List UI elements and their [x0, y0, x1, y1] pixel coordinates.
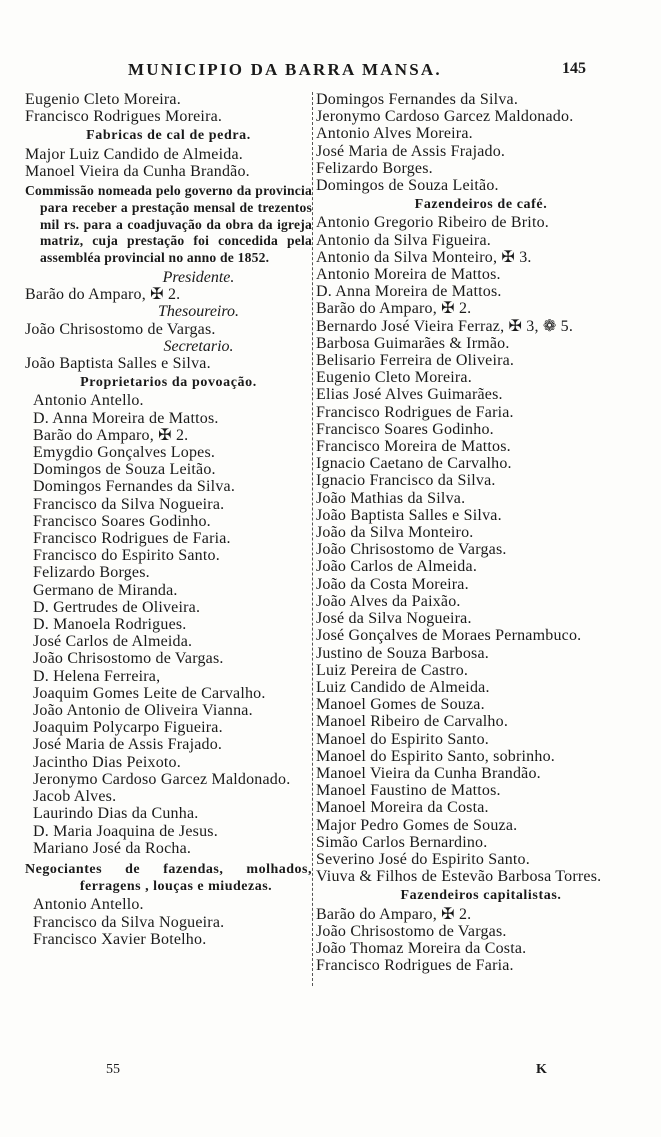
list-entry: Francisco Xavier Botelho.: [33, 930, 207, 948]
list-entry: Antonio Alves Moreira.: [316, 125, 473, 143]
list-entry: João Chrisostomo de Vargas.: [33, 650, 224, 668]
list-entry: Barão do Amparo, ✠ 2.: [25, 286, 181, 304]
list-entry: José Maria de Assis Frajado.: [316, 142, 506, 160]
list-entry: Antonio Antello.: [33, 392, 144, 410]
list-entry: Major Pedro Gomes de Souza.: [316, 816, 518, 834]
running-title: MUNICIPIO DA BARRA MANSA.: [128, 60, 442, 79]
list-entry: Luiz Candido de Almeida.: [316, 678, 490, 696]
list-entry: Major Luiz Candido de Almeida.: [25, 145, 243, 163]
list-entry: João Chrisostomo de Vargas.: [316, 922, 507, 940]
list-entry: Antonio Gregorio Ribeiro de Brito.: [316, 214, 549, 232]
list-entry: João da Costa Moreira.: [316, 575, 469, 593]
list-entry: Barbosa Guimarães & Irmão.: [316, 334, 510, 352]
list-entry: Emygdio Gonçalves Lopes.: [33, 444, 216, 462]
list-entry: Barão do Amparo, ✠ 2.: [316, 905, 472, 923]
list-entry: Jacintho Dias Peixoto.: [33, 753, 181, 771]
list-entry: João Antonio de Oliveira Vianna.: [33, 702, 253, 720]
list-entry: Antonio da Silva Figueira.: [316, 231, 491, 249]
list-entry: João Chrisostomo de Vargas.: [25, 320, 216, 338]
list-entry: Laurindo Dias da Cunha.: [33, 805, 199, 823]
list-entry: José da Silva Nogueira.: [316, 610, 472, 628]
office-title: Presidente.: [162, 269, 235, 286]
list-entry: Luiz Pereira de Castro.: [316, 661, 469, 679]
list-entry: José Carlos de Almeida.: [33, 633, 193, 651]
left-column: [25, 91, 312, 948]
list-entry: Francisco Soares Godinho.: [33, 512, 211, 530]
list-entry: D. Manoela Rodrigues.: [33, 616, 187, 634]
list-entry: João Thomaz Moreira da Costa.: [316, 939, 527, 957]
list-entry: José Gonçalves de Moraes Pernambuco.: [316, 627, 582, 645]
list-entry: Manoel Moreira da Costa.: [316, 799, 489, 817]
signature-letter: K: [536, 1062, 547, 1077]
list-entry: D. Gertrudes de Oliveira.: [33, 598, 201, 616]
list-entry: Manoel Ribeiro de Carvalho.: [316, 713, 509, 731]
list-entry: Mariano José da Rocha.: [33, 839, 192, 857]
page-number: 145: [562, 60, 586, 77]
list-entry: Severino José do Espirito Santo.: [316, 850, 530, 868]
list-entry: Justino de Souza Barbosa.: [316, 644, 489, 662]
list-entry: Domingos de Souza Leitão.: [316, 177, 499, 195]
list-entry: Francisco Rodrigues de Faria.: [316, 957, 514, 975]
list-entry: Eugenio Cleto Moreira.: [316, 369, 472, 387]
list-entry: Manoel do Espirito Santo, sobrinho.: [316, 747, 555, 765]
list-entry: João Carlos de Almeida.: [316, 558, 478, 576]
list-entry: Manoel do Espirito Santo.: [316, 730, 489, 748]
list-entry: Felizardo Borges.: [316, 159, 433, 177]
right-column: [316, 91, 646, 974]
list-entry: Manoel Faustino de Mattos.: [316, 782, 501, 800]
list-entry: Germano de Miranda.: [33, 581, 178, 599]
list-entry: Antonio Antello.: [33, 896, 144, 914]
list-entry: Manoel Gomes de Souza.: [316, 696, 485, 714]
list-entry: Francisco do Espirito Santo.: [33, 547, 220, 565]
list-entry: Barão do Amparo, ✠ 2.: [33, 426, 189, 444]
section-heading: Fazendeiros de café.: [414, 197, 548, 213]
list-entry: Ignacio Caetano de Carvalho.: [316, 455, 512, 473]
list-entry: João Alves da Paixão.: [316, 592, 461, 610]
list-entry: Felizardo Borges.: [33, 564, 150, 582]
section-heading: Proprietarios da povoação.: [80, 375, 257, 391]
list-entry: João Baptista Salles e Silva.: [25, 355, 211, 373]
list-entry: Francisco da Silva Nogueira.: [33, 495, 225, 513]
list-entry: Manoel Vieira da Cunha Brandão.: [316, 764, 541, 782]
list-entry: D. Anna Moreira de Mattos.: [316, 283, 502, 301]
list-entry: João da Silva Monteiro.: [316, 524, 474, 542]
list-entry: Francisco Soares Godinho.: [316, 420, 494, 438]
list-entry: D. Maria Joaquina de Jesus.: [33, 822, 218, 840]
list-entry: Joaquim Polycarpo Figueira.: [33, 719, 223, 737]
list-entry: Bernardo José Vieira Ferraz, ✠ 3, ❁ 5.: [316, 317, 574, 335]
section-heading: Fazendeiros capitalistas.: [400, 888, 562, 904]
list-entry: Domingos Fernandes da Silva.: [33, 478, 236, 496]
list-entry: Simão Carlos Bernardino.: [316, 833, 488, 851]
section-heading: Fabricas de cal de pedra.: [86, 128, 251, 144]
list-entry: João Chrisostomo de Vargas.: [316, 541, 507, 559]
list-entry: Elias José Alves Guimarães.: [316, 386, 503, 404]
list-entry: Francisco Moreira de Mattos.: [316, 438, 511, 456]
list-entry: Joaquim Gomes Leite de Carvalho.: [33, 684, 266, 702]
list-entry: João Mathias da Silva.: [316, 489, 466, 507]
list-entry: Domingos Fernandes da Silva.: [316, 91, 519, 108]
list-entry: Manoel Vieira da Cunha Brandão.: [25, 162, 250, 180]
list-entry: Jeronymo Cardoso Garcez Maldonado.: [316, 108, 574, 126]
list-entry: Francisco Rodrigues de Faria.: [33, 530, 231, 548]
list-entry: João Baptista Salles e Silva.: [316, 506, 502, 524]
list-entry: Domingos de Souza Leitão.: [33, 461, 216, 479]
list-entry: Francisco da Silva Nogueira.: [33, 913, 225, 931]
list-entry: Francisco Rodrigues Moreira.: [25, 108, 223, 126]
list-entry: Ignacio Francisco da Silva.: [316, 472, 496, 490]
list-entry: Antonio Moreira de Mattos.: [316, 266, 501, 284]
office-title: Thesoureiro.: [157, 303, 240, 321]
list-entry: Barão do Amparo, ✠ 2.: [316, 300, 472, 318]
list-entry: Antonio da Silva Monteiro, ✠ 3.: [316, 248, 532, 266]
list-entry: D. Anna Moreira de Mattos.: [33, 409, 219, 427]
signature-number: 55: [106, 1062, 120, 1077]
commission-paragraph: Commissão nomeada pelo governo da provincia para receber a prestação mensal de trezentos mil rs. para a coadjuvação da obra da igreja matriz, cuja prestação foi concedida pela assembléa provincial no anno de 1852.: [25, 183, 312, 266]
list-entry: Francisco Rodrigues de Faria.: [316, 403, 514, 421]
list-entry: Viuva & Filhos de Estevão Barbosa Torres.: [316, 868, 602, 886]
list-entry: Belisario Ferreira de Oliveira.: [316, 352, 515, 370]
column-divider: [312, 92, 313, 986]
office-title: Secretario.: [163, 337, 234, 355]
list-entry: Jacob Alves.: [33, 788, 117, 806]
list-entry: Eugenio Cleto Moreira.: [25, 91, 181, 108]
list-entry: José Maria de Assis Frajado.: [33, 736, 223, 754]
page-header: [0, 60, 661, 84]
section-heading: Negociantes de fazendas, molhados, ferragens , louças e miudezas.: [25, 861, 312, 895]
list-entry: D. Helena Ferreira,: [33, 667, 161, 685]
list-entry: Jeronymo Cardoso Garcez Maldonado.: [33, 770, 291, 788]
